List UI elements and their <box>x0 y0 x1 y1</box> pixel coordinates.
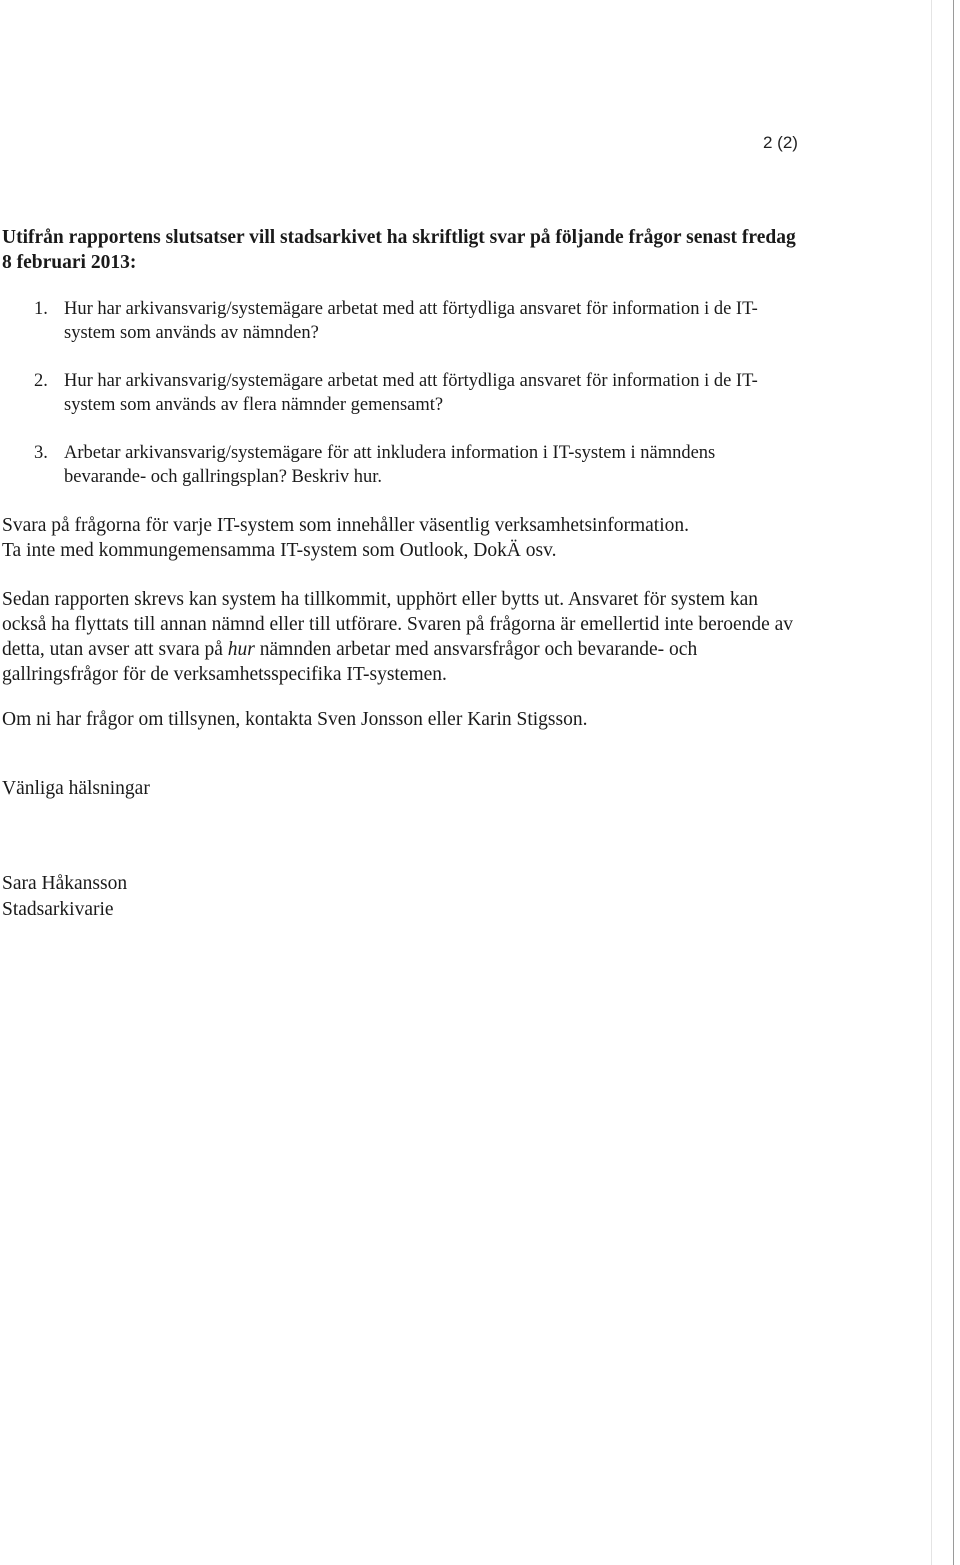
question-number: 2. <box>34 371 48 391</box>
question-item <box>2 297 802 345</box>
question-item <box>2 441 802 489</box>
instructions-line: Svara på frågorna för varje IT-system som innehåller väsentlig verksamhetsinformation. <box>2 515 689 536</box>
changes-text-end: nämnden arbetar med ansvarsfrågor och bevarande- och gallringsfrågor för de verksamhetsspecifika IT-systemen. <box>2 639 698 685</box>
instructions-paragraph <box>2 513 802 563</box>
question-text: Hur har arkivansvarig/systemägare arbetat med att förtydliga ansvaret för information i de IT-system som används av nämnden? <box>64 299 758 343</box>
question-text: Hur har arkivansvarig/systemägare arbetat med att förtydliga ansvaret för information i de IT-system som används av flera nämnder gemensamt? <box>64 371 758 415</box>
signatory-name: Sara Håkansson <box>2 873 128 894</box>
question-text: Arbetar arkivansvarig/systemägare för att inkludera information i IT-system i nämndens bevarande- och gallringsplan? Beskriv hur. <box>64 443 716 487</box>
changes-emphasis: hur <box>227 639 255 660</box>
scan-edge-line-faint <box>931 0 932 1565</box>
page-number: 2 (2) <box>763 133 798 152</box>
greeting: Vänliga hälsningar <box>2 778 150 799</box>
changes-text: Sedan rapporten skrevs kan system ha tillkommit, upphört eller bytts ut. Ansvaret för system kan också ha flyttats till annan nämnd eller till utförare. Svaren på frågorna är emellertid inte beroende av detta, utan avser att svara på <box>2 589 794 660</box>
question-number: 3. <box>34 443 48 463</box>
signatory-title: Stadsarkivarie <box>2 899 114 920</box>
question-list <box>2 297 802 489</box>
question-number: 1. <box>34 299 48 319</box>
changes-paragraph <box>2 587 802 687</box>
request-heading: Utifrån rapportens slutsatser vill stadsarkivet ha skriftligt svar på följande frågor senast fredag 8 februari 2013: <box>2 227 796 273</box>
letter-body <box>2 225 802 923</box>
instructions-line: Ta inte med kommungemensamma IT-system som Outlook, DokÄ osv. <box>2 540 557 561</box>
question-item <box>2 369 802 417</box>
scan-edge-line <box>953 0 954 1565</box>
contact-paragraph: Om ni har frågor om tillsynen, kontakta Sven Jonsson eller Karin Stigsson. <box>2 709 588 730</box>
signature-block <box>2 871 802 923</box>
